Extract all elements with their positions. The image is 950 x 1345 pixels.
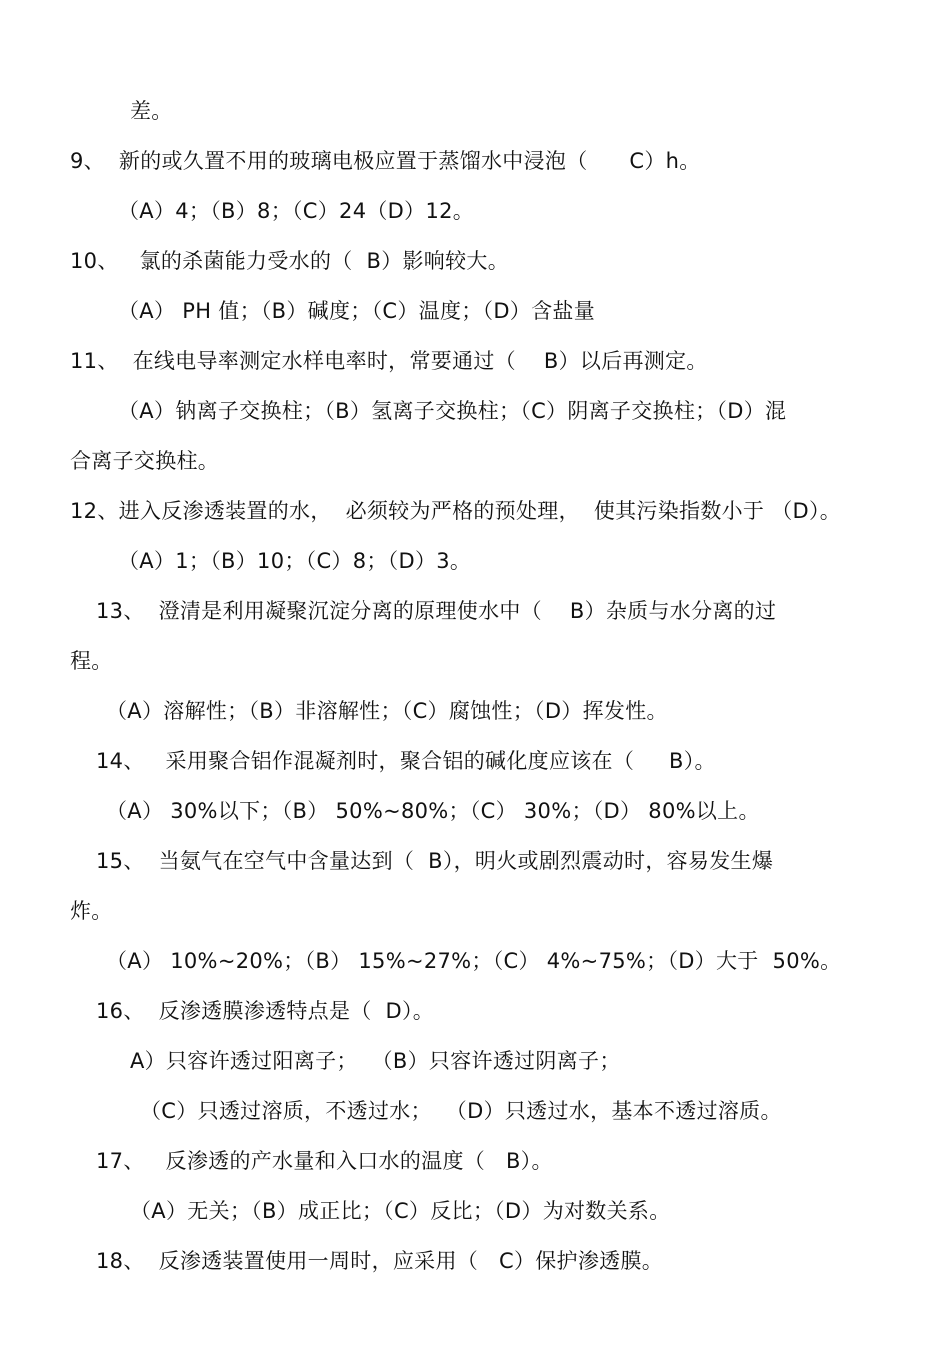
text-line: 炸。 [70, 899, 113, 923]
options-line: （A） 30%以下；（B） 50%~80%；（C） 30%；（D） 80%以上。 [106, 799, 760, 823]
question-11: 11、 在线电导率测定水样电率时，常要通过（ B）以后再测定。 [70, 349, 708, 373]
question-16: 16、 反渗透膜渗透特点是（ D）。 [96, 999, 435, 1023]
text-line: 程。 [70, 649, 113, 673]
text-line: 差。 [130, 99, 173, 123]
options-line: A）只容许透过阳离子； （B）只容许透过阴离子； [130, 1049, 621, 1073]
options-line: （A）1；（B）10；（C）8；（D）3。 [118, 549, 472, 573]
question-13: 13、 澄清是利用凝聚沉淀分离的原理使水中（ B）杂质与水分离的过 [96, 599, 777, 623]
options-line: （A）溶解性；（B）非溶解性；（C）腐蚀性；（D）挥发性。 [106, 699, 668, 723]
options-line: （C）只透过溶质，不透过水； （D）只透过水，基本不透过溶质。 [140, 1099, 782, 1123]
options-line: （A）4；（B）8；（C）24（D）12。 [118, 199, 475, 223]
question-18: 18、 反渗透装置使用一周时，应采用（ C）保护渗透膜。 [96, 1249, 664, 1273]
options-line: （A）无关；（B）成正比；（C）反比；（D）为对数关系。 [130, 1199, 671, 1223]
text-line: 合离子交换柱。 [70, 449, 220, 473]
question-17: 17、 反渗透的产水量和入口水的温度（ B）。 [96, 1149, 553, 1173]
question-9: 9、 新的或久置不用的玻璃电极应置于蒸馏水中浸泡（ C）h。 [70, 149, 701, 173]
question-12: 12、进入反渗透装置的水， 必须较为严格的预处理， 使其污染指数小于 （D）。 [70, 499, 842, 523]
options-line: （A）钠离子交换柱；（B）氢离子交换柱；（C）阴离子交换柱；（D）混 [118, 399, 787, 423]
options-line: （A） 10%~20%；（B） 15%~27%；（C） 4%~75%；（D）大于 50%。 [106, 949, 842, 973]
question-10: 10、 氯的杀菌能力受水的（ B）影响较大。 [70, 249, 510, 273]
question-15: 15、 当氨气在空气中含量达到（ B），明火或剧烈震动时，容易发生爆 [96, 849, 774, 873]
options-line: （A） PH 值；（B）碱度；（C）温度；（D）含盐量 [118, 299, 596, 323]
question-14: 14、 采用聚合铝作混凝剂时，聚合铝的碱化度应该在（ B）。 [96, 749, 716, 773]
